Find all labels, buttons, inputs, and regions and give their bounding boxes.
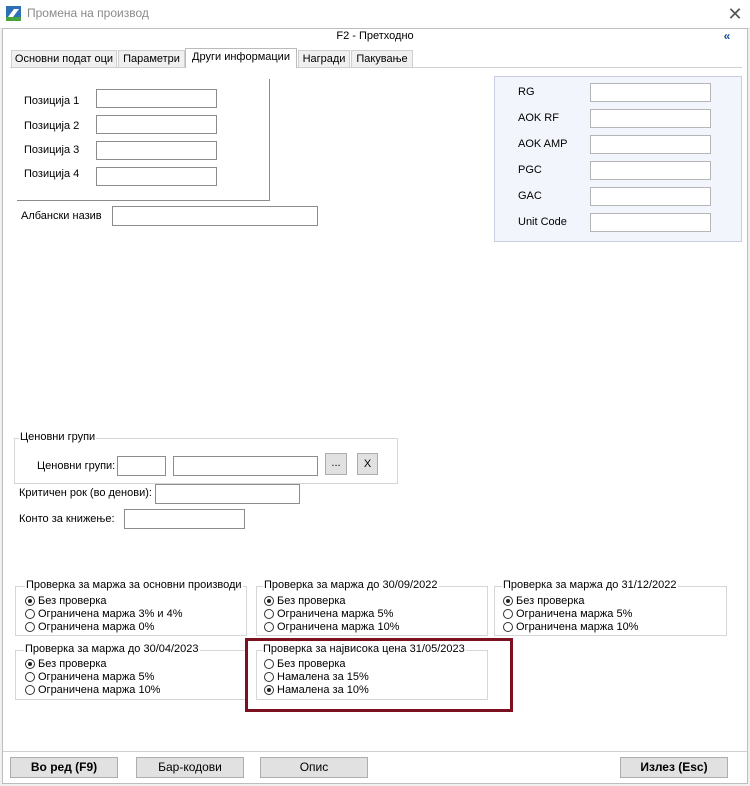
tab-parameters[interactable] bbox=[118, 50, 185, 67]
barcodes-button[interactable]: Бар-кодови bbox=[136, 757, 244, 778]
option-label: Ограничена маржа 10% bbox=[38, 683, 161, 696]
option-label: Намалена за 10% bbox=[277, 683, 369, 696]
margin-apr-2023-title: Проверка за маржа до 30/04/2023 bbox=[25, 643, 199, 655]
price-groups-label: Ценовни групи: bbox=[37, 460, 116, 472]
tab-label: Параметри bbox=[123, 53, 180, 65]
option-label: Без проверка bbox=[38, 594, 107, 607]
tab-rewards[interactable] bbox=[298, 50, 350, 67]
price-group-browse-button[interactable]: ... bbox=[325, 453, 347, 475]
radio-selected-icon bbox=[25, 596, 35, 606]
position-2-label: Позиција 2 bbox=[24, 120, 80, 132]
aok-rf-input[interactable] bbox=[590, 109, 711, 128]
margin-sep-2022-option-2[interactable] bbox=[264, 607, 393, 620]
albanian-name-label: Албански назив bbox=[21, 210, 102, 222]
highest-price-title: Проверка за највисока цена 31/05/2023 bbox=[263, 643, 465, 655]
margin-basic-option-2[interactable] bbox=[25, 607, 183, 620]
margin-sep-2022-option-1[interactable] bbox=[264, 594, 346, 607]
margin-apr-2023-option-3[interactable] bbox=[25, 683, 160, 696]
albanian-name-input[interactable] bbox=[112, 206, 318, 226]
radio-icon bbox=[503, 609, 513, 619]
option-label: Без проверка bbox=[38, 657, 107, 670]
position-1-label: Позиција 1 bbox=[24, 95, 80, 107]
margin-apr-2023-option-2[interactable] bbox=[25, 670, 154, 683]
radio-icon bbox=[25, 672, 35, 682]
exit-button[interactable]: Излез (Esc) bbox=[620, 757, 728, 778]
radio-icon bbox=[25, 685, 35, 695]
option-label: Ограничена маржа 5% bbox=[38, 670, 155, 683]
unit-code-input[interactable] bbox=[590, 213, 711, 232]
position-3-label: Позиција 3 bbox=[24, 144, 80, 156]
margin-dec-2022-option-3[interactable] bbox=[503, 620, 638, 633]
radio-selected-icon bbox=[25, 659, 35, 669]
critical-term-input[interactable] bbox=[155, 484, 300, 504]
app-logo-icon bbox=[6, 6, 21, 21]
radio-icon bbox=[503, 622, 513, 632]
tab-basic-data[interactable] bbox=[11, 50, 117, 67]
position-1-input[interactable] bbox=[96, 89, 217, 108]
highlight-frame bbox=[245, 638, 513, 712]
margin-dec-2022-title: Проверка за маржа до 31/12/2022 bbox=[503, 579, 677, 591]
margin-sep-2022-option-3[interactable] bbox=[264, 620, 399, 633]
account-label: Конто за книжење: bbox=[19, 513, 115, 525]
tab-label: Награди bbox=[302, 53, 346, 65]
margin-basic-option-3[interactable] bbox=[25, 620, 154, 633]
footer-divider bbox=[3, 751, 747, 752]
price-groups-title: Ценовни групи bbox=[20, 431, 96, 443]
gac-input[interactable] bbox=[590, 187, 711, 206]
aok-amp-input[interactable] bbox=[590, 135, 711, 154]
account-input[interactable] bbox=[124, 509, 245, 529]
position-2-input[interactable] bbox=[96, 115, 217, 134]
margin-basic-title: Проверка за маржа за основни производи bbox=[26, 579, 242, 591]
dialog-subtitle: F2 - Претходно bbox=[336, 30, 414, 42]
title-bar bbox=[0, 0, 750, 29]
option-label: Без проверка bbox=[277, 657, 346, 670]
ok-button[interactable]: Во ред (F9) bbox=[10, 757, 118, 778]
window-title: Промена на производ bbox=[27, 6, 149, 20]
position-3-input[interactable] bbox=[96, 141, 217, 160]
radio-selected-icon bbox=[264, 596, 274, 606]
option-label: Ограничена маржа 0% bbox=[38, 620, 155, 633]
description-button[interactable]: Опис bbox=[260, 757, 368, 778]
position-4-input[interactable] bbox=[96, 167, 217, 186]
aok-rf-label: AOK RF bbox=[518, 112, 559, 124]
tab-label: Пакување bbox=[356, 53, 408, 65]
margin-sep-2022-title: Проверка за маржа до 30/09/2022 bbox=[264, 579, 438, 591]
radio-icon bbox=[264, 622, 274, 632]
position-4-label: Позиција 4 bbox=[24, 168, 80, 180]
price-group-code-input[interactable] bbox=[117, 456, 166, 476]
option-label: Ограничена маржа 10% bbox=[277, 620, 400, 633]
option-label: Ограничена маржа 3% и 4% bbox=[38, 607, 183, 620]
tab-other-info[interactable] bbox=[185, 48, 297, 68]
tab-packaging[interactable] bbox=[351, 50, 413, 67]
pgc-label: PGC bbox=[518, 164, 542, 176]
option-label: Без проверка bbox=[277, 594, 346, 607]
close-icon[interactable]: ✕ bbox=[727, 4, 743, 24]
margin-basic-option-1[interactable] bbox=[25, 594, 107, 607]
radio-icon bbox=[25, 609, 35, 619]
margin-dec-2022-option-1[interactable] bbox=[503, 594, 585, 607]
radio-selected-icon bbox=[503, 596, 513, 606]
tab-label: Основни подат оци bbox=[14, 53, 114, 65]
tab-label: Други информации bbox=[192, 51, 290, 63]
option-label: Ограничена маржа 5% bbox=[516, 607, 633, 620]
option-label: Намалена за 15% bbox=[277, 670, 369, 683]
aok-amp-label: AOK AMP bbox=[518, 138, 568, 150]
collapse-icon[interactable]: « bbox=[723, 29, 731, 43]
margin-dec-2022-option-2[interactable] bbox=[503, 607, 632, 620]
option-label: Ограничена маржа 10% bbox=[516, 620, 639, 633]
radio-icon bbox=[264, 609, 274, 619]
option-label: Без проверка bbox=[516, 594, 585, 607]
tab-underline bbox=[10, 67, 742, 68]
rg-input[interactable] bbox=[590, 83, 711, 102]
option-label: Ограничена маржа 5% bbox=[277, 607, 394, 620]
radio-icon bbox=[25, 622, 35, 632]
unit-code-label: Unit Code bbox=[518, 216, 567, 228]
price-group-clear-button[interactable]: X bbox=[357, 453, 378, 475]
rg-label: RG bbox=[518, 86, 535, 98]
pgc-input[interactable] bbox=[590, 161, 711, 180]
critical-term-label: Критичен рок (во денови): bbox=[19, 487, 152, 499]
margin-apr-2023-option-1[interactable] bbox=[25, 657, 107, 670]
price-group-name-input[interactable] bbox=[173, 456, 318, 476]
gac-label: GAC bbox=[518, 190, 542, 202]
